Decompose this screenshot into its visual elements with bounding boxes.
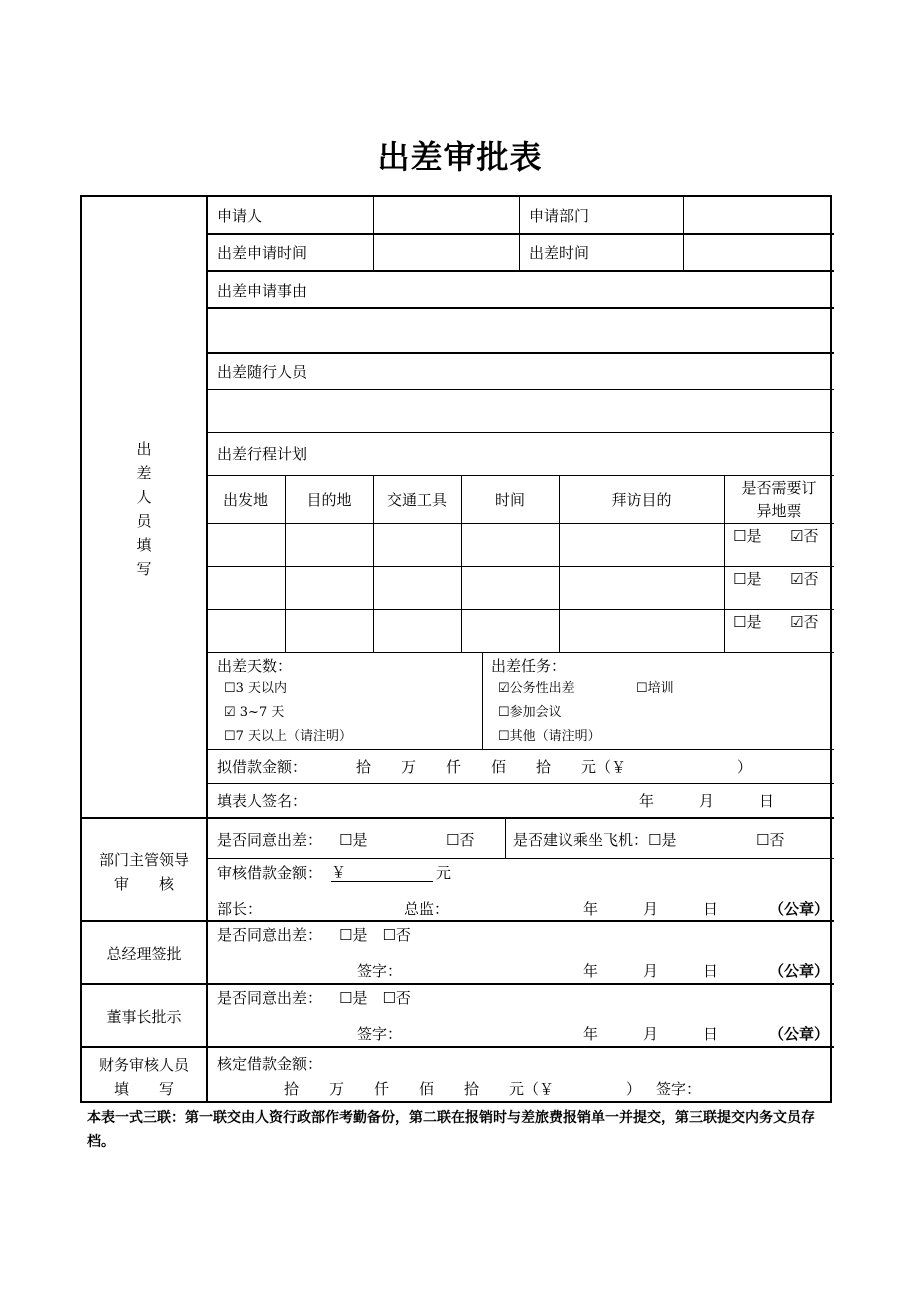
task-label: 出差任务： — [491, 657, 567, 675]
row-line — [206, 609, 834, 610]
dept-agree-no[interactable]: ☐否 — [446, 831, 475, 849]
header-time: 时间 — [494, 491, 525, 509]
ticket-yes-checkbox[interactable]: ☐是 — [733, 613, 762, 631]
companions-label: 出差随行人员 — [217, 363, 308, 381]
row-line — [206, 652, 834, 653]
days-label: 出差天数： — [217, 657, 293, 675]
finance-close: ） — [626, 1080, 642, 1098]
gm-sign-label: 签字： — [357, 962, 403, 980]
gm-seal: （公章） — [769, 962, 830, 980]
row-line — [206, 783, 834, 784]
gm-date: 年 月 日 — [583, 962, 719, 980]
row-line — [206, 858, 834, 859]
row-line — [206, 432, 834, 433]
row-line — [206, 352, 834, 354]
header-departure: 出发地 — [222, 491, 268, 509]
traveler-section-label: 出 差 人 员 填 写 — [136, 440, 152, 578]
days-option-under3[interactable]: ☐3 天以内 — [224, 681, 288, 696]
dept-date: 年 月 日 — [583, 900, 719, 918]
section-divider — [82, 817, 834, 819]
dept-audit-unit: 元 — [436, 864, 452, 882]
loan-close: ） — [737, 758, 753, 776]
ticket-yes-checkbox[interactable]: ☐是 — [733, 570, 762, 588]
gm-agree-options[interactable]: ☐是 ☐否 — [339, 926, 411, 944]
dept-head-label: 部长： — [217, 900, 263, 918]
row-line — [206, 389, 834, 390]
task-official[interactable]: ☑公务性出差 — [498, 681, 575, 696]
gm-section-label: 总经理签批 — [106, 945, 182, 963]
footnote: 本表一式三联：第一联交由人资行政部作考勤备份，第二联在报销时与差旅费报销单一并提交，第三联提交内务文员存档。 — [87, 1110, 815, 1150]
ticket-no-checkbox[interactable]: ☑否 — [790, 613, 819, 631]
col-line — [519, 197, 520, 270]
dept-director-label: 总监： — [404, 900, 450, 918]
dept-agree-label: 是否同意出差： — [217, 831, 323, 849]
days-option-3to7[interactable]: ☑ 3~7 天 — [224, 705, 285, 720]
finance-section-label: 财务审核人员 填 写 — [98, 1056, 189, 1098]
section-divider — [82, 1046, 834, 1048]
header-destination: 目的地 — [306, 491, 352, 509]
row-line — [206, 307, 834, 309]
reason-label: 出差申请事由 — [217, 282, 308, 300]
days-option-over7[interactable]: ☐7 天以上（请注明） — [224, 729, 353, 744]
task-other[interactable]: ☐其他（请注明） — [498, 729, 601, 744]
dept-flight-label[interactable]: 是否建议乘坐飞机：☐是 — [513, 831, 677, 849]
header-transport: 交通工具 — [386, 491, 447, 509]
loan-units: 拾 万 仟 佰 拾 元（￥ — [356, 758, 627, 776]
chairman-agree-options[interactable]: ☐是 ☐否 — [339, 989, 411, 1007]
itinerary-label: 出差行程计划 — [217, 445, 308, 463]
section-divider — [82, 983, 834, 985]
travel-time-label: 出差时间 — [529, 244, 590, 262]
approval-form — [80, 195, 832, 1103]
chairman-section-label: 董事长批示 — [106, 1008, 182, 1026]
apply-time-label: 出差申请时间 — [217, 244, 308, 262]
signer-label: 填表人签名： — [217, 792, 308, 810]
chairman-sign-label: 签字： — [357, 1025, 403, 1043]
dept-seal: （公章） — [769, 900, 830, 918]
applicant-label: 申请人 — [217, 207, 263, 225]
finance-sign-label: 签字： — [656, 1080, 702, 1098]
row-line — [206, 475, 834, 476]
row-line — [206, 566, 834, 567]
label-column-divider — [206, 197, 208, 1101]
task-training[interactable]: ☐培训 — [636, 681, 674, 696]
row-line — [206, 523, 834, 524]
col-line — [482, 652, 483, 749]
header-purpose: 拜访目的 — [611, 491, 672, 509]
row-line — [206, 270, 834, 272]
finance-label: 核定借款金额： — [217, 1055, 323, 1073]
gm-agree-label: 是否同意出差： — [217, 926, 323, 944]
ticket-no-checkbox[interactable]: ☑否 — [790, 527, 819, 545]
finance-units: 拾 万 仟 佰 拾 元（￥ — [284, 1080, 555, 1098]
col-line — [373, 197, 374, 270]
task-meeting[interactable]: ☐参加会议 — [498, 705, 562, 720]
dept-flight-no[interactable]: ☐否 — [756, 831, 785, 849]
dept-audit-label: 审核借款金额： — [217, 864, 323, 882]
col-line — [505, 817, 506, 858]
chairman-date: 年 月 日 — [583, 1025, 719, 1043]
chairman-agree-label: 是否同意出差： — [217, 989, 323, 1007]
department-label: 申请部门 — [529, 207, 590, 225]
row-line — [206, 749, 834, 750]
page-title: 出差审批表 — [377, 138, 543, 176]
chairman-seal: （公章） — [769, 1025, 830, 1043]
header-ticket: 是否需要订 异地票 — [741, 479, 817, 520]
col-line — [683, 197, 684, 270]
dept-section-label: 部门主管领导 审 核 — [98, 851, 189, 893]
loan-label: 拟借款金额： — [217, 758, 308, 776]
dept-agree-yes[interactable]: ☐是 — [339, 831, 368, 849]
signer-date: 年 月 日 — [639, 792, 775, 810]
section-divider — [82, 920, 834, 922]
ticket-yes-checkbox[interactable]: ☐是 — [733, 527, 762, 545]
dept-audit-amount[interactable]: ￥ — [331, 863, 433, 882]
ticket-no-checkbox[interactable]: ☑否 — [790, 570, 819, 588]
row-line — [206, 233, 834, 235]
